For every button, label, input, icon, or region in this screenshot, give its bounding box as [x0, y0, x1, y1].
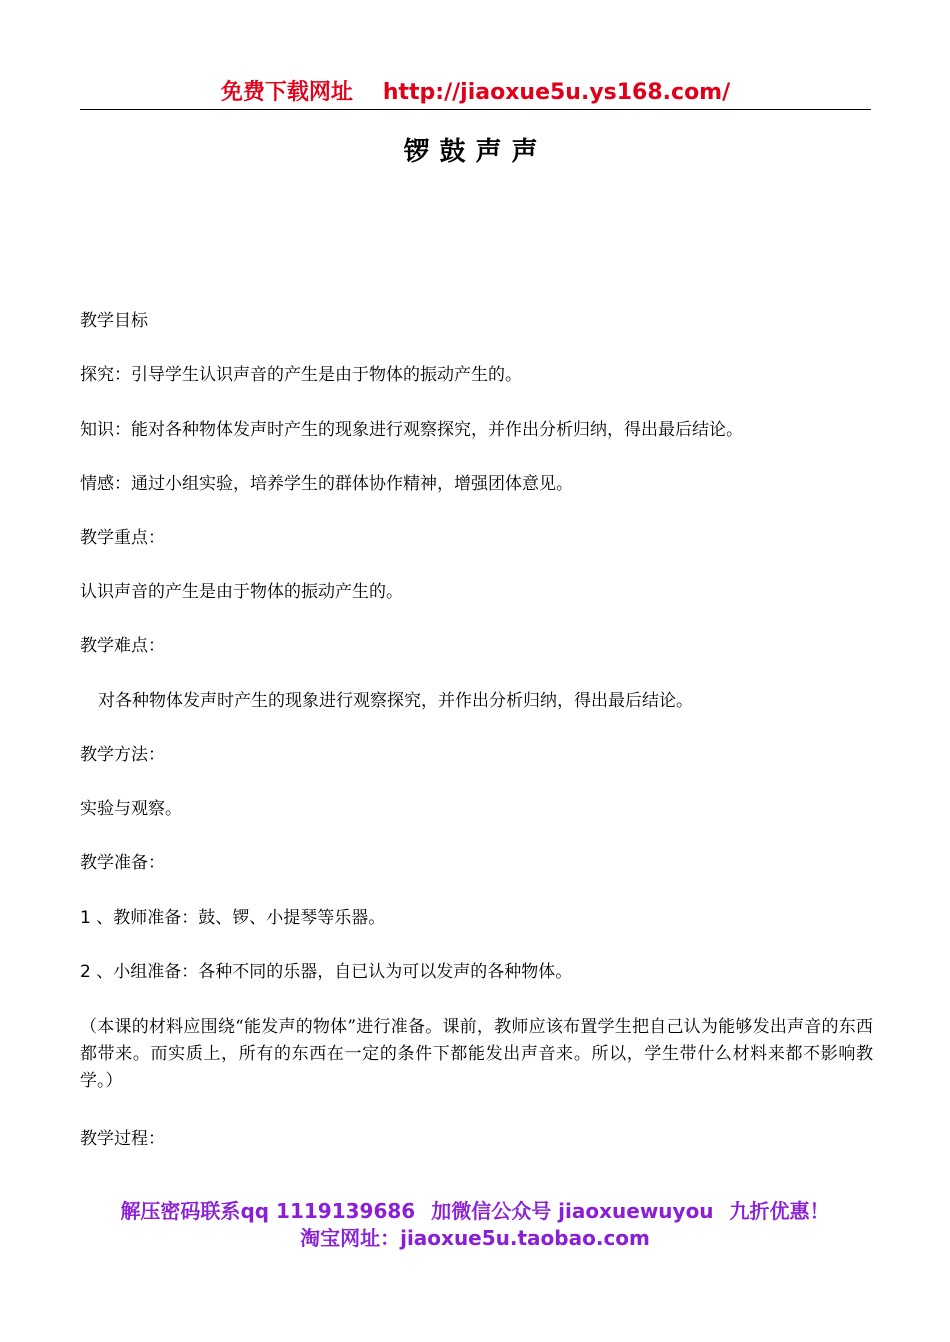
- method-text: 实验与观察。: [80, 799, 182, 819]
- key-heading: 教学重点：: [80, 528, 165, 548]
- prep-item-text: 、教师准备：鼓、锣、小提琴等乐器。: [96, 908, 386, 928]
- materials-note: （本课的材料应围绕“能发声的物体”进行准备。课前，教师应该布置学生把自己认为能够发出声音的东西都带来。而实质上，所有的东西在一定的条件下都能发出声音来。所以，学生带什么材料来都不影响教学。）: [80, 1017, 873, 1091]
- header-divider: [80, 109, 871, 110]
- goal-explore: 探究：引导学生认识声音的产生是由于物体的振动产生的。: [80, 365, 522, 385]
- footer-wechat: 加微信公众号 jiaoxuewuyou: [431, 1199, 714, 1223]
- footer-contact: [0, 1198, 950, 1224]
- method-heading: 教学方法：: [80, 745, 165, 765]
- prep-item-number: 2: [80, 962, 91, 982]
- footer-qq: qq 1119139686: [240, 1199, 416, 1223]
- document-title: 锣鼓声声: [403, 137, 548, 167]
- goal-knowledge: 知识：能对各种物体发声时产生的现象进行观察探究，并作出分析归纳，得出最后结论。: [80, 420, 743, 440]
- footer-discount: 九折优惠！: [729, 1199, 830, 1223]
- prep-item: [80, 905, 880, 932]
- goal-emotion: 情感：通过小组实验，培养学生的群体协作精神，增强团体意见。: [80, 474, 573, 494]
- footer-taobao-link[interactable]: 淘宝网址：jiaoxue5u.taobao.com: [300, 1226, 650, 1250]
- prep-item-number: 1: [80, 908, 91, 928]
- prep-item: [80, 959, 880, 986]
- key-text: 认识声音的产生是由于物体的振动产生的。: [80, 582, 403, 602]
- process-heading: 教学过程：: [80, 1129, 165, 1149]
- difficulty-text: 对各种物体发声时产生的现象进行观察探究，并作出分析归纳，得出最后结论。: [98, 691, 693, 711]
- prep-item-text: 、小组准备：各种不同的乐器，自已认为可以发声的各种物体。: [96, 962, 573, 982]
- footer-contact-label: 解压密码联系: [120, 1199, 241, 1223]
- download-label: 免费下载网址: [220, 80, 353, 105]
- goals-heading: 教学目标: [80, 311, 148, 331]
- prep-heading: 教学准备：: [80, 853, 165, 873]
- difficulty-heading: 教学难点：: [80, 636, 165, 656]
- download-header: [80, 78, 871, 108]
- download-url-link[interactable]: http://jiaoxue5u.ys168.com/: [382, 80, 731, 105]
